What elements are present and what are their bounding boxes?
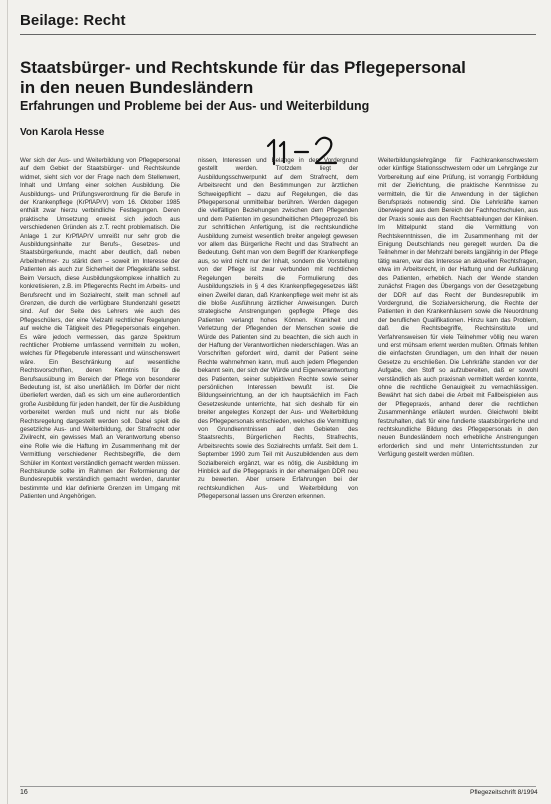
column-text: nissen, Interessen und Belange in den Vordergrund gestellt werden. Trotzdem liegt der Ausbildungsschwerpunkt auf dem Strafrecht, dem Arbeitsrecht und den Bestimmungen zur ärztlichen Schweigepflicht – dazu auf Regelungen, die das Pflegepersonal unmittelbar berühren. Werden dagegen die vielfältigen Beziehungen zwischen dem Pflegenden und dem Patienten im gesundheitlichen Pflegeprozeß bis zur schriftlichen Anfertigung, ist die rechtskundliche Ausbildung zumeist wesentlich breiter angelegt gewesen vor allem das Bürgerliche Recht und das Strafrecht an Bedeutung. Geht man von dem Begriff der Krankenpflege aus, so wird nicht nur der Inhalt, sondern die Vorstellung von der Pflege ist zwar verbunden mit rechtlichen Regelungen bereits die Formulierung des Ausbildungsziels in § 4 des Krankenpflegegesetzes läßt einen Zweifel daran, daß Krankenpflege weit mehr ist als die bloße Ausführung ärztlicher Anweisungen. Durch strategische Anstrengungen gepflegte Pflege des Patienten verlangt hohes Können. Krankheit und Verletzung der Pflegenden der Menschen sowie die Würde des Patienten sind zu beachten, die sich auch in der Haftung der Verantwortlichen niederschlagen. Was an Vorschriften gefordert wird, damit der Patient seine Rechte wahrnehmen kann, muß auch jedem Pflegenden bekannt sein, der sich der Würde und Eigenverantwortung des Patienten, seiner subjektiven Rechte sowie seiner persönlichen Interessen bewußt ist. Die Bildungseinrichtung, an der ich hauptsächlich im Fach Gesetzeskunde unterrichte, hat sich deshalb für ein breiter angelegtes Konzept der Aus- und Weiterbildung des Pflegepersonals entschieden, welches die Vermittlung von Grundkenntnissen auf den Gebieten des Staatsrechts, Bürgerlichen Rechts, Strafrechts, Arbeitsrechts sowie des Sozialrechts umfaßt. Seit dem 1. September 1990 zum Teil mit Auszubildenden aus dem Sozialbereich ergänzt, war es nötig, die Ausbildung im Hinblick auf die Pflegepraxis in der ehemaligen DDR neu zu bewerten. Aber unsere Erfahrungen bei der rechtskundlichen Aus- und Weiterbildung von Pflegepersonal lassen uns Grenzen erkennen.: [198, 157, 358, 501]
column-text: Wer sich der Aus- und Weiterbildung von Pflegepersonal auf dem Gebiet der Staatsbürger- und Rechtskunde widmet, sieht sich vor der Frage nach dem Stellenwert, Inhalt und Umfang einer solchen Ausbildung. Die Ausbildungs- und Prüfungsverordnung für die Berufe in der Krankenpflege (KrPflAPrV) vom 16. Oktober 1985 enthält zwar hierzu verbindliche Festlegungen. Deren praktische Umsetzung erweist sich jedoch aus verschiedenen Gründen als z.T. recht problematisch. Die Anlage 1 zur KrPflAPrV umreißt nur sehr grob die Ausbildungsinhalte zur Berufs-, Gesetzes- und Staatsbürgerkunde, macht aber deutlich, daß neben Arbeitnehmer- zu stärkt dem – soweit im Interesse der Patienten als auch zur Sicherheit der Pflegekräfte selbst. Beim Versuch, diese Ausbildungskomplexe inhaltlich zu konkretisieren, z.B. im Pflegerechts Recht im Arbeits- und Berufsrecht und im Sozialrecht, stellt man schnell auf Grenzen, die durch die verfügbare Stundenzahl gesetzt sind. Auf der Seite des Lehrers wie auch des Pflegeschülers, der eine Vielzahl rechtlicher Regelungen auf welche die Tätigkeit des Pflegepersonals eingehen. Es wäre jedoch vermessen, das ganze Spektrum rechtlicher Probleme umfassend vermitteln zu wollen, welches für Pflegeberufe interessant und wünschenswert wäre. Ein Beschränkung auf wesentliche Rechtsvorschriften, deren Kenntnis für die Berufsausübung im Bereich der Pflege von besonderer Bedeutung ist, ist also unerläßlich. Im Dörfer der nicht überliefert werden, daß es sich um eine außerordentlich große Ausbildung für jeden handelt, der für die Ausbildung vorbereitet werden muß und nicht nur als bloße Rechtsregelung dargestellt werden soll. Dabei spielt die gesetzliche Aus- und Weiterbildung, der Strafrecht oder Zivilrecht, ein gewisses Maß an Verantwortung ebenso eine Rolle wie die Haftung im Zusammenhang mit der Vermittlung verschiedener Rechtsbegriffe, die dem Schüler im Kontext verständlich gemacht werden müssen. Rechtskunde sollte im Rahmen der Reformierung der Bundesrepublik verständlich gemacht werden, darunter bestimmte und klar definierte Grenzen im Umgang mit Patienten und Angehörigen.: [20, 157, 180, 501]
footer-credit: Pflegezeitschrift 8/1994: [470, 789, 538, 796]
title-block: [20, 58, 540, 114]
header-rule: [20, 34, 536, 35]
article-column-1: [20, 157, 180, 787]
article-title-line-1: Staatsbürger- und Rechtskunde für das Pflegepersonal: [20, 58, 466, 77]
column-text: Weiterbildungslehrgänge für Fachkrankenschwestern oder künftige Stationsschwestern oder um Lehrgänge zur Vorbereitung auf eine Prüfung, ist vorrangig Fortbildung mit der Zielrichtung, die praktische Kenntnisse zu vermitteln, die für die Anwendung in der täglichen Berufspraxis notwendig sind. Die Lehrkräfte kamen überwiegend aus dem Bereich der Fachhochschulen, aus der Praxis sowie aus den Rechtsabteilungen der Kliniken. Im Mittelpunkt stand die Vermittlung von Rechtskenntnissen, die im Zusammenhang mit der Einigung Deutschlands neu geregelt wurden. Da die Teilnehmer in der Mehrzahl bereits langjährig in der Pflege tätig waren, war das Interesse an aktuellen Rechtsfragen, etwa im Arbeitsrecht, in der Haftung und der Aufklärung des Patienten, erheblich. Nach der Wende standen zunächst Fragen des Übergangs von der Gesetzgebung der DDR auf das Recht der Bundesrepublik im Vordergrund, die Sozialversicherung, die Rechte der Patienten in den Krankenhäusern sowie die Neuordnung der beruflichen Qualifikationen. Hinzu kam das Problem, daß die Rechtsbegriffe, Rechtsinstitute und Verfahrensweisen für viele Teilnehmer völlig neu waren und erst mühsam erlernt werden mußten. Oftmals fehlten die einfachsten Grundlagen, um den Inhalt der neuen Gesetze zu erschließen. Die Lehrkräfte standen vor der Aufgabe, den Stoff so aufzubereiten, daß er sowohl verständlich als auch praxisnah vermittelt werden konnte, ohne die rechtliche Genauigkeit zu vernachlässigen. Bewährt hat sich dabei die Arbeit mit Fallbeispielen aus der Pflegepraxis, anhand derer die rechtlichen Zusammenhänge erläutert wurden. Gleichwohl bleibt festzuhalten, daß für eine fundierte staatsbürgerliche und rechtskundliche Bildung des Pflegepersonals in den neuen Bundesländern noch erhebliche Anstrengungen erforderlich sind und mehr Unterrichtsstunden zur Verfügung gestellt werden müßten.: [378, 157, 538, 459]
page-number: 16: [20, 789, 28, 796]
page-edge-shadow: [7, 0, 8, 804]
section-label: Beilage: Recht: [20, 12, 126, 29]
article-title-line-2: in den neuen Bundesländern: [20, 78, 254, 97]
author-byline: Von Karola Hesse: [20, 127, 105, 138]
article-subtitle: Erfahrungen und Probleme bei der Aus- und Weiterbildung: [20, 99, 370, 113]
article-column-2: [198, 157, 358, 787]
article-column-3: [378, 157, 538, 787]
footer-rule: [20, 786, 536, 787]
